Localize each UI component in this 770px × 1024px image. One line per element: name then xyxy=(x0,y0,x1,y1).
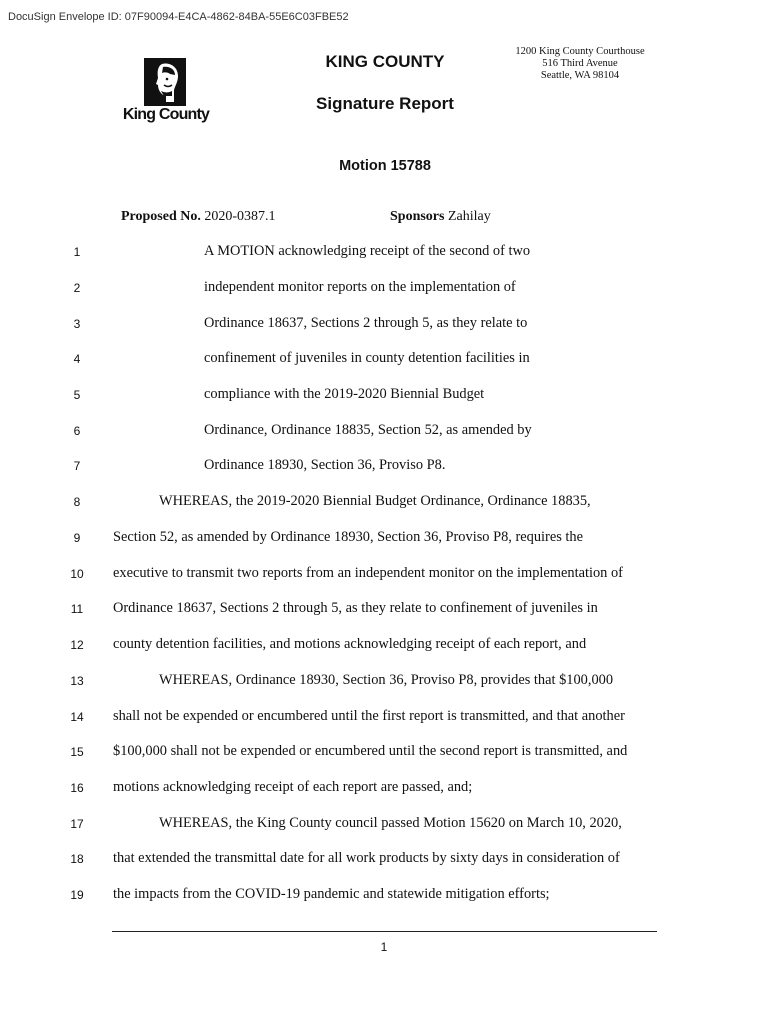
line-text: Section 52, as amended by Ordinance 18930, Section 36, Proviso P8, requires the xyxy=(113,529,584,545)
line-number: 6 xyxy=(73,424,81,438)
line-number: 8 xyxy=(73,495,81,509)
proposed-number xyxy=(121,209,276,225)
page-number: 1 xyxy=(380,940,388,954)
document-line xyxy=(0,386,770,406)
document-line xyxy=(0,350,770,370)
line-text: that extended the transmittal date for all work products by sixty days in consideration of xyxy=(113,850,620,866)
line-text: shall not be expended or encumbered until the first report is transmitted, and that another xyxy=(113,708,625,724)
address-block xyxy=(500,46,660,82)
line-text: county detention facilities, and motions acknowledging receipt of each report, and xyxy=(113,636,587,652)
document-line xyxy=(0,672,770,692)
document-line xyxy=(0,422,770,442)
line-text: WHEREAS, the 2019-2020 Biennial Budget Ordinance, Ordinance 18835, xyxy=(159,493,591,509)
line-number: 3 xyxy=(73,317,81,331)
proposed-value: 2020-0387.1 xyxy=(204,209,276,224)
line-number: 1 xyxy=(73,245,81,259)
line-text: confinement of juveniles in county detention facilities in xyxy=(204,350,530,366)
line-text: Ordinance 18637, Sections 2 through 5, as they relate to confinement of juveniles in xyxy=(113,600,598,616)
document-line xyxy=(0,279,770,299)
line-number: 5 xyxy=(73,388,81,402)
logo-text: King County xyxy=(122,106,210,123)
sponsors-value: Zahilay xyxy=(447,209,491,224)
address-line: 1200 King County Courthouse xyxy=(515,46,645,57)
document-line xyxy=(0,886,770,906)
line-text: executive to transmit two reports from an independent monitor on the implementation of xyxy=(113,565,623,581)
document-line xyxy=(0,850,770,870)
county-title: KING COUNTY xyxy=(325,52,445,71)
proposed-label: Proposed No. xyxy=(121,209,201,224)
address-line: Seattle, WA 98104 xyxy=(540,70,620,81)
line-number: 18 xyxy=(70,852,84,866)
document-line xyxy=(0,743,770,763)
report-title: Signature Report xyxy=(316,94,454,113)
line-text: Ordinance 18930, Section 36, Proviso P8. xyxy=(204,457,446,473)
line-number: 10 xyxy=(70,567,84,581)
king-county-logo xyxy=(118,58,218,130)
sponsors-label: Sponsors xyxy=(390,209,445,224)
document-line xyxy=(0,493,770,513)
address-line: 516 Third Avenue xyxy=(542,58,618,69)
line-number: 17 xyxy=(70,817,84,831)
line-number: 11 xyxy=(70,602,84,616)
line-text: independent monitor reports on the implementation of xyxy=(204,279,516,295)
document-line xyxy=(0,708,770,728)
line-number: 12 xyxy=(70,638,84,652)
line-text: WHEREAS, Ordinance 18930, Section 36, Proviso P8, provides that $100,000 xyxy=(159,672,614,688)
line-number: 13 xyxy=(70,674,84,688)
line-number: 19 xyxy=(70,888,84,902)
line-number: 2 xyxy=(73,281,81,295)
mlk-portrait-logo-icon xyxy=(144,58,186,106)
line-number: 15 xyxy=(70,745,84,759)
document-line xyxy=(0,315,770,335)
footer-divider xyxy=(112,931,657,932)
line-number: 4 xyxy=(73,352,81,366)
document-line xyxy=(0,243,770,263)
envelope-id: DocuSign Envelope ID: 07F90094-E4CA-4862-84BA-55E6C03FBE52 xyxy=(8,11,349,23)
document-line xyxy=(0,565,770,585)
line-text: Ordinance 18637, Sections 2 through 5, as they relate to xyxy=(204,315,528,331)
document-line xyxy=(0,815,770,835)
line-text: compliance with the 2019-2020 Biennial Budget xyxy=(204,386,485,402)
document-line xyxy=(0,529,770,549)
document-line xyxy=(0,457,770,477)
line-number: 9 xyxy=(73,531,81,545)
document-line xyxy=(0,600,770,620)
line-text: A MOTION acknowledging receipt of the second of two xyxy=(204,243,531,259)
line-number: 7 xyxy=(73,459,81,473)
document-line xyxy=(0,636,770,656)
motion-title: Motion 15788 xyxy=(339,158,431,174)
line-text: motions acknowledging receipt of each report are passed, and; xyxy=(113,779,473,795)
line-text: $100,000 shall not be expended or encumbered until the second report is transmitted, and xyxy=(113,743,628,759)
sponsors xyxy=(390,209,491,225)
line-number: 14 xyxy=(70,710,84,724)
line-number: 16 xyxy=(70,781,84,795)
line-text: Ordinance, Ordinance 18835, Section 52, as amended by xyxy=(204,422,532,438)
line-text: the impacts from the COVID-19 pandemic and statewide mitigation efforts; xyxy=(113,886,550,902)
line-text: WHEREAS, the King County council passed Motion 15620 on March 10, 2020, xyxy=(159,815,622,831)
document-line xyxy=(0,779,770,799)
